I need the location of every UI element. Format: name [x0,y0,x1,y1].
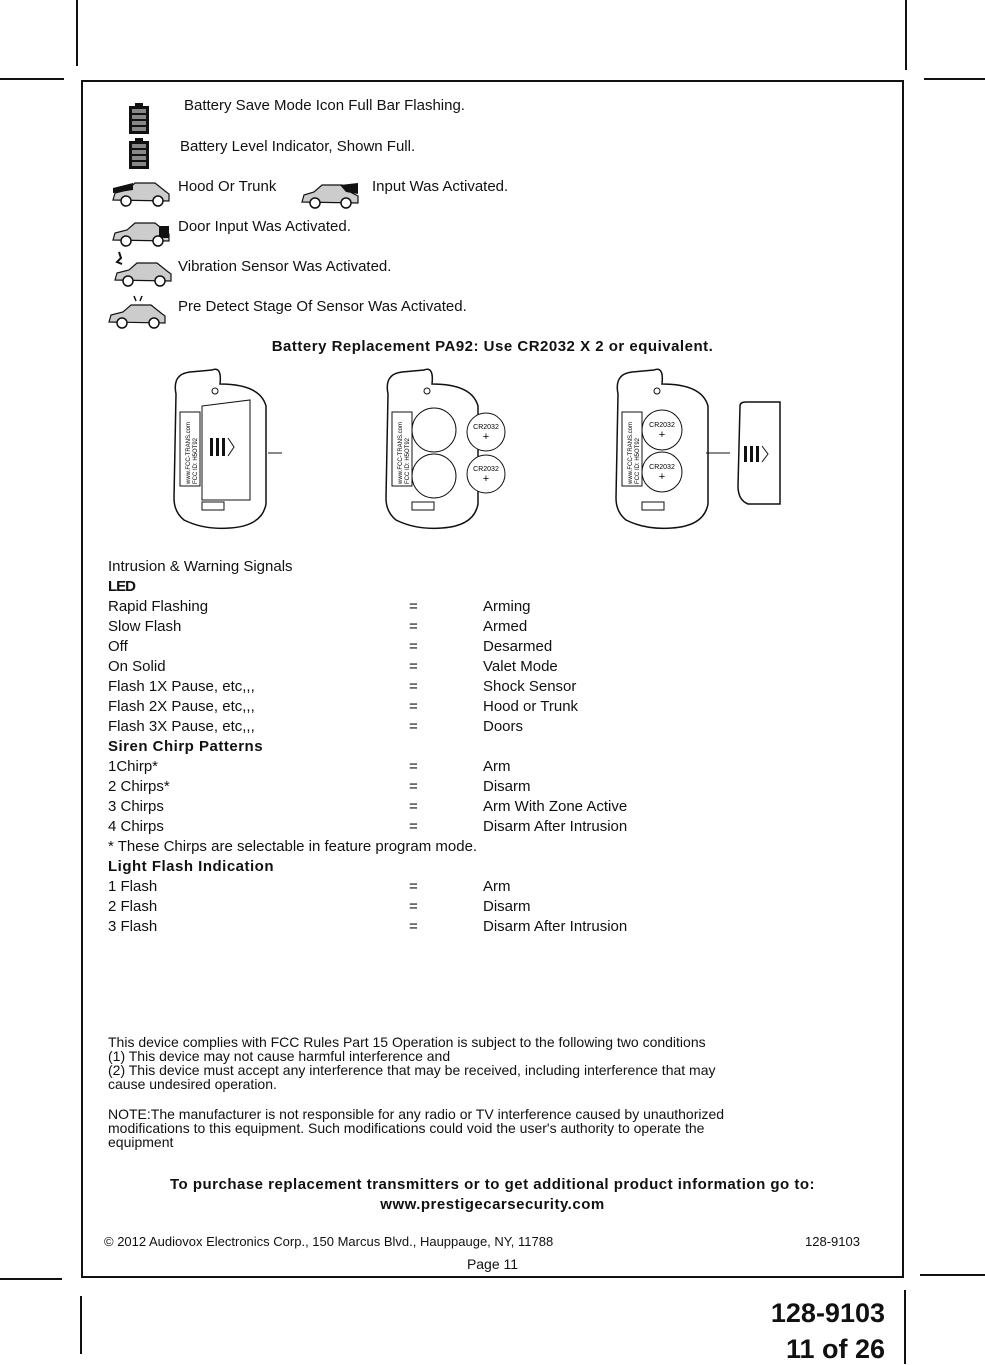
car-vibration-icon [111,250,173,288]
battery-plus: + [482,473,490,485]
signal-name: Rapid Flashing [108,598,209,615]
remote-closed [174,369,282,528]
crop-mark [905,0,907,70]
signal-name: 1 Flash [108,878,158,895]
signal-meaning: Doors [483,718,524,735]
signal-name: Flash 2X Pause, etc,,, [108,698,255,715]
equals-sign: = [409,618,418,635]
signal-name: Slow Flash [108,618,182,635]
battery-plus: + [482,431,490,443]
signal-meaning: Disarm [483,778,531,795]
signal-meaning: Disarm After Intrusion [483,918,628,935]
crop-mark [920,1274,985,1276]
signal-meaning: Arm With Zone Active [483,798,628,815]
battery-flashing-icon [128,103,150,135]
car-trunk-icon [300,180,360,210]
signals-title: Intrusion & Warning Signals [108,558,293,575]
battery-label: CR2032 [473,466,499,473]
footer-doc-number: 128-9103 [805,1234,860,1249]
equals-sign: = [409,878,418,895]
equals-sign: = [409,698,418,715]
legend-text: Battery Save Mode Icon Full Bar Flashing. [184,97,465,114]
purchase-info: To purchase replacement transmitters or to get additional product information go to: [169,1176,816,1193]
remote-label: FCC ID: H5OT92 [193,437,199,484]
crop-mark [924,78,985,80]
siren-heading: Siren Chirp Patterns [108,738,264,755]
fcc-note: NOTE:The manufacturer is not responsible for any radio or TV interference caused by unauthorized [108,1106,725,1122]
car-door-icon [111,218,171,248]
signal-meaning: Arm [483,758,511,775]
equals-sign: = [409,898,418,915]
battery-label: CR2032 [649,464,675,471]
battery-label: CR2032 [649,422,675,429]
signal-meaning: Valet Mode [483,658,558,675]
led-heading: LED [108,578,135,595]
signal-name: On Solid [108,658,166,675]
car-hood-icon [111,178,171,208]
legend-text: Battery Level Indicator, Shown Full. [180,138,416,155]
remote-open [386,369,505,528]
remote-label: FCC ID: H5OT92 [405,437,411,484]
legend-text-2: Input Was Activated. [372,178,509,195]
remote-with-batteries [616,369,780,528]
page-number: Page 11 [466,1256,519,1272]
signal-meaning: Hood or Trunk [483,698,579,715]
battery-heading: Battery Replacement PA92: Use CR2032 X 2 or equivalent. [271,338,714,355]
battery-full-icon [128,138,150,170]
copyright: © 2012 Audiovox Electronics Corp., 150 Marcus Blvd., Hauppauge, NY, 11788 [104,1234,554,1249]
remote-label: www.FCC-TRANS.com [628,421,634,484]
fcc-line: (2) This device must accept any interference that may be received, including interference that may [108,1062,716,1078]
signal-meaning: Desarmed [483,638,553,655]
remote-label: www.FCC-TRANS.com [398,421,404,484]
signal-meaning: Disarm [483,898,531,915]
signal-name: Off [108,638,128,655]
signal-meaning: Disarm After Intrusion [483,818,628,835]
car-predetect-icon [106,294,168,330]
equals-sign: = [409,598,418,615]
battery-label: CR2032 [473,424,499,431]
equals-sign: = [409,658,418,675]
fcc-line: (1) This device may not cause harmful interference and [108,1048,451,1064]
signal-name: 3 Flash [108,918,158,935]
signal-meaning: Shock Sensor [483,678,577,695]
remote-label: www.FCC-TRANS.com [186,421,192,484]
equals-sign: = [409,918,418,935]
legend-text: Door Input Was Activated. [178,218,351,235]
crop-mark [80,1296,82,1354]
equals-sign: = [409,638,418,655]
crop-mark [76,0,78,66]
outer-page-count: 11 of 26 [785,1334,885,1364]
signal-name: 2 Flash [108,898,158,915]
signal-name: 4 Chirps [108,818,164,835]
legend-text: Vibration Sensor Was Activated. [178,258,392,275]
crop-mark [0,1278,62,1280]
equals-sign: = [409,678,418,695]
equals-sign: = [409,758,418,775]
signal-name: 3 Chirps [108,798,164,815]
fcc-note: modifications to this equipment. Such modifications could void the user's authority to operate the [108,1120,705,1136]
equals-sign: = [409,778,418,795]
outer-doc-number: 128-9103 [770,1298,885,1328]
light-heading: Light Flash Indication [108,858,274,875]
fcc-line: This device complies with FCC Rules Part 15 Operation is subject to the following two conditions [108,1034,706,1050]
battery-replacement-diagram [160,362,790,534]
website-link[interactable]: www.prestigecarsecurity.com [380,1196,605,1213]
battery-plus: + [658,429,666,441]
signal-name: 1Chirp* [108,758,159,775]
crop-mark [904,1290,906,1364]
siren-note: * These Chirps are selectable in feature program mode. [108,838,478,855]
battery-plus: + [658,471,666,483]
signal-meaning: Armed [483,618,528,635]
fcc-note: equipment [108,1134,174,1150]
signal-name: 2 Chirps* [108,778,170,795]
fcc-line: cause undesired operation. [108,1076,277,1092]
crop-mark [0,78,64,80]
signal-meaning: Arming [483,598,531,615]
legend-text: Pre Detect Stage Of Sensor Was Activated. [178,298,467,315]
equals-sign: = [409,798,418,815]
remote-label: FCC ID: H5OT92 [635,437,641,484]
signal-name: Flash 3X Pause, etc,,, [108,718,255,735]
equals-sign: = [409,818,418,835]
equals-sign: = [409,718,418,735]
signal-meaning: Arm [483,878,511,895]
signal-name: Flash 1X Pause, etc,,, [108,678,255,695]
legend-text: Hood Or Trunk [178,178,277,195]
